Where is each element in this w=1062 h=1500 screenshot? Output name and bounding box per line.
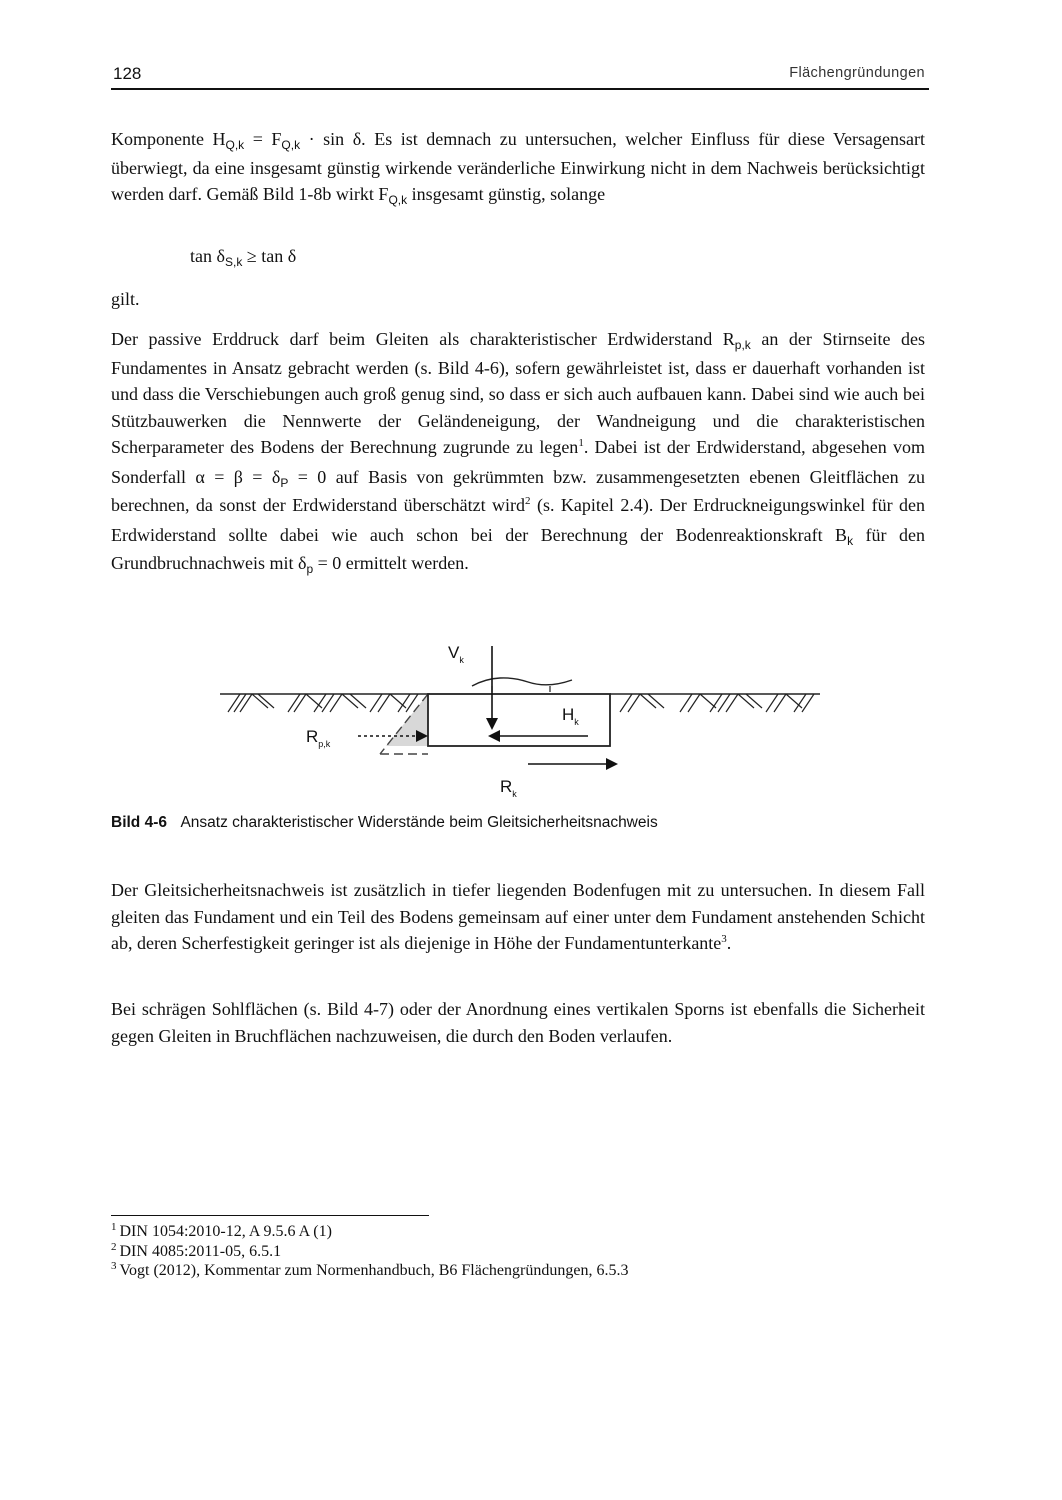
footnote-ref: 2: [525, 495, 531, 507]
soil-hatching-right: [620, 694, 814, 712]
footnote-divider: [111, 1215, 429, 1216]
figure-foundation-diagram: [210, 630, 830, 810]
foundation-block: [428, 694, 610, 746]
label-hk: $H_k$: [562, 705, 579, 727]
paragraph-4: Bei schrägen Sohlflächen (s. Bild 4-7) oder der Anordnung eines vertikalen Sporns ist ebenfalls die Sicherheit gegen Gleiten in Bruchflächen nachzuweisen, die durch den Boden verlaufen.: [111, 999, 925, 1046]
text-run: = F: [244, 129, 282, 149]
text-run: (s. Kapitel 2.4). Der Erdruckneigungswinkel für den Erdwiderstand sollte dabei wie auch schon bei der Berechnung der Bodenreaktionskraft B: [111, 495, 925, 545]
label-rpk: $R_{p,k}$: [306, 727, 331, 749]
figure-caption: [111, 814, 658, 832]
footnote-number: 3: [111, 1260, 117, 1272]
paragraph-1: [111, 126, 925, 210]
load-symbol: [472, 678, 572, 686]
gilt-text: gilt.: [111, 289, 140, 309]
sliding-resistance-arrowhead: [606, 758, 618, 770]
footnote-text: Vogt (2012), Kommentar zum Normenhandbuch, B6 Flächengründungen, 6.5.3: [119, 1262, 629, 1279]
subscript: p: [306, 562, 314, 576]
label-rk: $R_k$: [500, 777, 517, 799]
page-number: 128: [113, 64, 142, 83]
text-run: an der Stirnseite des Fundamentes in Ansatz gebracht werden (s. Bild 4-6), sofern gewährleistet ist, dass er dauerhaft vorhanden ist und dass die Verschiebungen auch groß genug sind, so dass er sich auch aufbauen kann. Dabei sind wie auch bei Stützbauwerken die Nennwerte der Geländeneigung, der Wandneigung und die charakteristischen Scherparameter des Bodens der Berechnung zugrunde zu legen: [111, 329, 925, 457]
text-run: = 0 auf Basis von gekrümmten bzw. zusammengesetzten ebenen Gleitflächen zu berechnen, da sonst der Erdwiderstand überschätzt wird: [111, 466, 925, 515]
figure-label: Bild 4-6: [111, 814, 167, 831]
subscript: Q,k: [225, 138, 245, 152]
text-run: = 0 ermittelt werden.: [313, 553, 469, 573]
text-run: tan δ: [190, 246, 225, 266]
text-run: für den Grundbruchnachweis mit δ: [111, 524, 925, 573]
subscript: S,k: [224, 255, 243, 269]
text-run: Komponente H: [111, 129, 226, 149]
page-header: [111, 62, 929, 90]
footnote-ref: 3: [721, 933, 727, 945]
text-run: . Dabei ist der Erdwiderstand, abgesehen vom Sonderfall α = β = δ: [111, 437, 925, 487]
footnote-text: DIN 1054:2010-12, A 9.5.6 A (1): [119, 1223, 332, 1240]
text-run: .: [726, 933, 732, 953]
text-run: Der passive Erddruck darf beim Gleiten als charakteristischer Erdwiderstand R: [111, 329, 735, 349]
footnote-number: 2: [111, 1240, 117, 1253]
text-run: Der Gleitsicherheitsnachweis ist zusätzlich in tiefer liegenden Bodenfugen mit zu untersuchen. In diesem Fall gleiten das Fundament und ein Teil des Bodens gemeinsam auf einer unter dem Fundament anstehenden Schicht ab, deren Scherfestigkeit geringer ist als diejenige in Höhe der Fundamentunterkante: [111, 880, 925, 953]
footnote-number: 1: [111, 1221, 117, 1233]
footnote-3: [111, 1262, 628, 1282]
footnote-text: DIN 4085:2011-05, 6.5.1: [119, 1242, 282, 1260]
formula-tan-delta: [190, 246, 296, 267]
footnote-2: [111, 1240, 628, 1263]
soil-hatching-left: [228, 694, 418, 712]
text-run: ≥ tan δ: [242, 246, 297, 266]
caption-text: Ansatz charakteristischer Widerstände beim Gleitsicherheitsnachweis: [180, 814, 658, 831]
footnote-ref: 1: [578, 437, 584, 449]
text-run: insgesamt günstig, solange: [407, 184, 606, 204]
subscript: P: [280, 475, 289, 490]
label-vk: $V_k$: [448, 643, 464, 665]
paragraph-3: [111, 877, 925, 960]
subscript: p,k: [734, 338, 751, 352]
footnote-1: [111, 1223, 628, 1243]
subscript: Q,k: [388, 193, 408, 207]
text-run: · sin δ. Es ist demnach zu untersuchen, welcher Einfluss für diese Versagensart überwiegt, da eine insgesamt günstig wirkende veränderliche Einwirkung nicht in dem Nachweis berücksichtigt werden darf. Gemäß Bild 1-8b wirkt F: [111, 129, 925, 204]
subscript: Q,k: [281, 138, 301, 152]
subscript: k: [847, 533, 854, 548]
running-title: Flächengründungen: [789, 65, 925, 81]
footnotes: [111, 1223, 628, 1282]
paragraph-2: [111, 326, 925, 579]
